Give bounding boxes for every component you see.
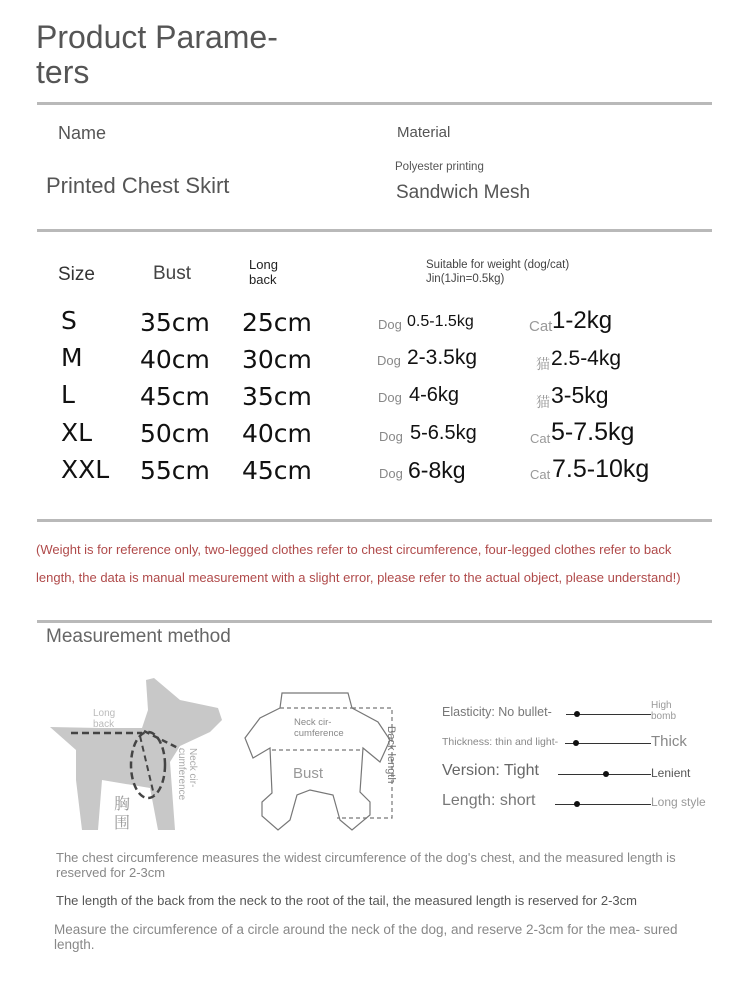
cell-bust: 40cm	[140, 345, 210, 374]
dog-weight: 0.5-1.5kg	[407, 313, 474, 330]
cat-prefix: Cat	[530, 467, 551, 482]
garment-bust-label: Bust	[293, 765, 324, 782]
dog-weight: 2-3.5kg	[407, 346, 478, 369]
dog-neck-label: Neck cir- cumference	[176, 748, 198, 801]
dog-chest-label: 胸围	[114, 796, 131, 832]
cat-prefix: 猫	[536, 356, 550, 372]
cell-bust: 35cm	[140, 308, 210, 337]
header-weight: Suitable for weight (dog/cat) Jin(1Jin=0.5kg)	[426, 259, 570, 285]
dog-long-back-label: Long back	[93, 708, 116, 730]
scale-right-label: High bomb	[651, 700, 677, 722]
scale-left-label: Elasticity: No bullet-	[442, 705, 552, 719]
material-label: Material	[397, 124, 451, 141]
scale-left-label: Length: short	[442, 792, 536, 809]
cell-back: 30cm	[242, 345, 312, 374]
note-line-1: (Weight is for reference only, two-legged clothes refer to chest circumference, four-legged clothes refer to back	[36, 542, 672, 557]
scale-marker	[574, 711, 580, 717]
dog-weight: 5-6.5kg	[410, 422, 477, 444]
dog-prefix: Dog	[379, 429, 403, 444]
scale-track	[555, 804, 651, 805]
header-size: Size	[58, 264, 95, 285]
cell-back: 35cm	[242, 382, 312, 411]
cell-back: 25cm	[242, 308, 312, 337]
cat-prefix: Cat	[530, 431, 551, 446]
header-long-back: Long back	[249, 257, 278, 287]
cat-weight: 3-5kg	[551, 382, 609, 408]
cell-size: XXL	[61, 455, 110, 484]
scale-left-label: Thickness: thin and light-	[442, 736, 559, 748]
garment-back-length-label: Back length	[385, 726, 397, 784]
divider	[37, 519, 712, 522]
material-value: Sandwich Mesh	[396, 182, 531, 203]
cell-bust: 45cm	[140, 382, 210, 411]
description-chest: The chest circumference measures the widest circumference of the dog's chest, and the measured length is reserved for 2-3cm	[56, 850, 676, 880]
dog-prefix: Dog	[379, 466, 403, 481]
divider	[37, 102, 712, 105]
garment-neck-label: Neck cir- cumference	[294, 717, 344, 739]
scale-right-label: Lenient	[651, 766, 691, 780]
cat-weight: 5-7.5kg	[551, 418, 635, 446]
cell-bust: 50cm	[140, 419, 210, 448]
divider	[37, 229, 712, 232]
name-label: Name	[58, 123, 107, 143]
page-title: Product Parame- ters	[36, 19, 278, 90]
scale-marker	[573, 740, 579, 746]
material-sub: Polyester printing	[395, 161, 484, 173]
scale-right-label: Thick	[651, 733, 687, 750]
cell-size: L	[61, 380, 75, 409]
cell-size: S	[61, 306, 77, 335]
cat-prefix: 猫	[536, 394, 550, 410]
dog-illustration	[40, 670, 230, 840]
cat-weight: 7.5-10kg	[552, 455, 650, 483]
garment-illustration	[240, 690, 405, 835]
scale-left-label: Version: Tight	[442, 762, 539, 779]
scale-right-label: Long style	[651, 795, 706, 809]
cat-weight: 2.5-4kg	[551, 347, 622, 370]
cell-back: 40cm	[242, 419, 312, 448]
dog-weight: 6-8kg	[408, 457, 466, 483]
measurement-title: Measurement method	[46, 626, 231, 647]
header-bust: Bust	[153, 263, 192, 284]
dog-prefix: Dog	[378, 317, 402, 332]
cell-size: XL	[61, 418, 93, 447]
garment-outline	[245, 693, 390, 830]
dog-prefix: Dog	[377, 353, 401, 368]
divider	[37, 620, 712, 623]
dog-weight: 4-6kg	[409, 384, 460, 406]
scale-marker	[603, 771, 609, 777]
cat-weight: 1-2kg	[552, 307, 613, 334]
dog-prefix: Dog	[378, 390, 402, 405]
cell-bust: 55cm	[140, 456, 210, 485]
description-back: The length of the back from the neck to the root of the tail, the measured length is reserved for 2-3cm	[56, 893, 637, 908]
cat-prefix: Cat	[529, 318, 553, 335]
cell-size: M	[61, 343, 83, 372]
description-neck: Measure the circumference of a circle around the neck of the dog, and reserve 2-3cm for the mea- sured length.	[54, 922, 678, 952]
note-line-2: length, the data is manual measurement with a slight error, please refer to the actual object, please understand!)	[36, 570, 681, 585]
cell-back: 45cm	[242, 456, 312, 485]
scale-marker	[574, 801, 580, 807]
name-value: Printed Chest Skirt	[46, 173, 230, 198]
